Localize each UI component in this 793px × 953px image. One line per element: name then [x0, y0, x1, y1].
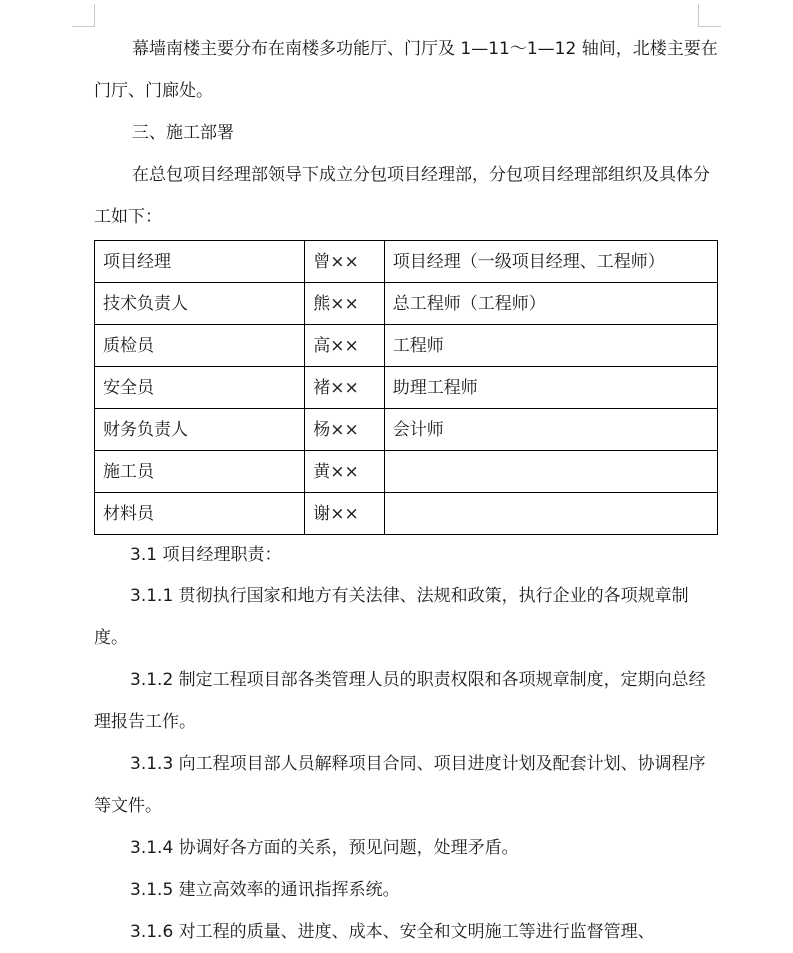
duty-item-6: 3.1.6 对工程的质量、进度、成本、安全和文明施工等进行监督管理、	[130, 922, 655, 942]
intro-paragraph: 幕墙南楼主要分布在南楼多功能厅、门厅及 1—11～1—12 轴间，北楼主要在门厅、门廊处。	[94, 39, 718, 101]
role-cell: 施工员	[95, 451, 305, 493]
duty-item-5: 3.1.5 建立高效率的通讯指挥系统。	[130, 880, 400, 900]
title-cell	[384, 451, 717, 493]
table-row	[95, 367, 718, 409]
name-cell: 杨××	[305, 409, 385, 451]
name-cell: 黄××	[305, 451, 385, 493]
table-row	[95, 241, 718, 283]
role-cell: 安全员	[95, 367, 305, 409]
staff-table	[94, 240, 718, 535]
table-row	[95, 451, 718, 493]
name-cell: 熊××	[305, 283, 385, 325]
section-intro-paragraph: 在总包项目经理部领导下成立分包项目经理部，分包项目经理部组织及具体分工如下：	[94, 165, 710, 227]
name-cell: 谢××	[305, 493, 385, 535]
title-cell: 助理工程师	[384, 367, 717, 409]
role-cell: 质检员	[95, 325, 305, 367]
duty-item-1: 3.1.1 贯彻执行国家和地方有关法律、法规和政策，执行企业的各项规章制度。	[94, 586, 689, 648]
title-cell: 项目经理（一级项目经理、工程师）	[384, 241, 717, 283]
name-cell: 曾××	[305, 241, 385, 283]
duty-item-3: 3.1.3 向工程项目部人员解释项目合同、项目进度计划及配套计划、协调程序等文件。	[94, 754, 706, 816]
duty-item-4: 3.1.4 协调好各方面的关系，预见问题，处理矛盾。	[130, 838, 519, 858]
table-row	[95, 493, 718, 535]
role-cell: 技术负责人	[95, 283, 305, 325]
duty-item-2: 3.1.2 制定工程项目部各类管理人员的职责权限和各项规章制度，定期向总经理报告工作。	[94, 670, 706, 732]
role-cell: 财务负责人	[95, 409, 305, 451]
title-cell: 总工程师（工程师）	[384, 283, 717, 325]
title-cell: 工程师	[384, 325, 717, 367]
document-body	[94, 28, 718, 953]
table-row	[95, 409, 718, 451]
title-cell: 会计师	[384, 409, 717, 451]
table-row	[95, 283, 718, 325]
duties-heading: 3.1 项目经理职责：	[130, 545, 282, 565]
section-heading: 三、施工部署	[132, 123, 234, 143]
title-cell	[384, 493, 717, 535]
page-corner-mark-right	[698, 4, 721, 27]
role-cell: 项目经理	[95, 241, 305, 283]
page-corner-mark-left	[72, 4, 95, 27]
name-cell: 高××	[305, 325, 385, 367]
name-cell: 褚××	[305, 367, 385, 409]
role-cell: 材料员	[95, 493, 305, 535]
table-row	[95, 325, 718, 367]
